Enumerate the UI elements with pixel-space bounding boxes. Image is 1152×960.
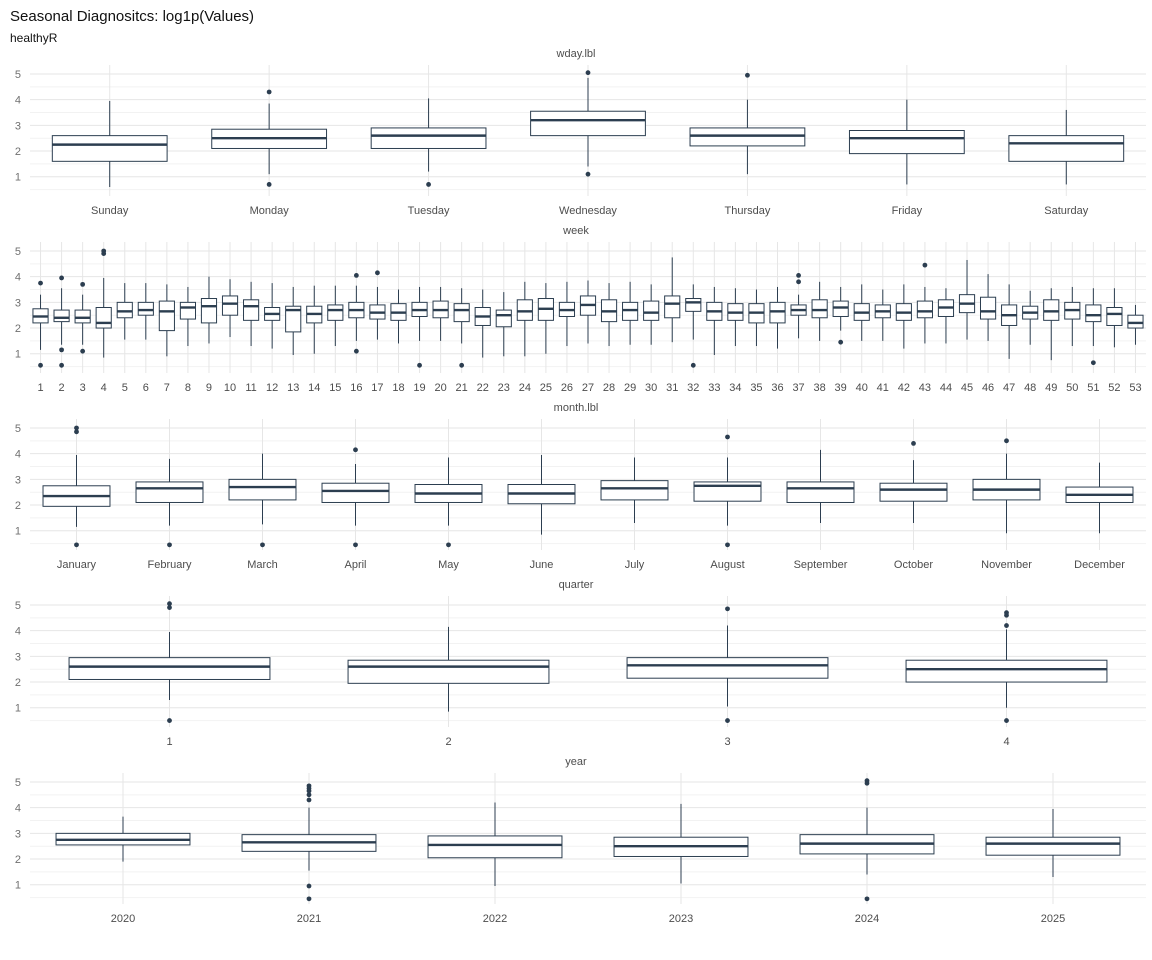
x-axis-category-label: April: [344, 559, 367, 571]
y-axis-tick-label: 4: [14, 448, 21, 461]
x-axis-category-label: Sunday: [91, 205, 129, 217]
x-axis-category-label: 6: [142, 382, 149, 394]
outlier-point: [353, 542, 358, 547]
x-axis-category-label: 39: [834, 382, 847, 394]
box: [138, 302, 153, 315]
x-axis-category-label: 52: [1108, 382, 1121, 394]
box: [686, 299, 701, 312]
x-axis-category-label: 37: [792, 382, 805, 394]
x-axis-category-label: 2021: [296, 913, 322, 925]
box: [454, 304, 469, 322]
box: [880, 483, 947, 501]
box: [229, 479, 296, 500]
outlier-point: [911, 441, 916, 446]
x-axis-category-label: 1: [166, 736, 173, 748]
x-axis-category-label: March: [247, 559, 278, 571]
y-axis-tick-label: 2: [14, 677, 21, 690]
x-axis-category-label: Friday: [891, 205, 923, 217]
x-axis-category-label: 12: [266, 382, 279, 394]
y-axis-tick-label: 5: [14, 776, 21, 789]
x-axis-category-label: December: [1074, 559, 1125, 571]
x-axis-category-label: 50: [1066, 382, 1079, 394]
boxplot-chart-year: [0, 770, 1152, 932]
outlier-point: [725, 542, 730, 547]
x-axis-category-label: 8: [184, 382, 191, 394]
x-axis-category-label: 23: [497, 382, 510, 394]
x-axis-category-label: 26: [560, 382, 574, 394]
outlier-point: [167, 542, 172, 547]
y-axis-tick-label: 1: [14, 879, 21, 892]
box: [627, 658, 828, 679]
outlier-point: [375, 270, 380, 275]
outlier-point: [307, 798, 312, 803]
outlier-point: [307, 896, 312, 901]
x-axis-category-label: 2024: [854, 913, 880, 925]
box: [849, 131, 964, 154]
x-axis-category-label: 20: [434, 382, 447, 394]
x-axis-category-label: 1: [37, 382, 44, 394]
outlier-point: [74, 542, 79, 547]
x-axis-category-label: 25: [539, 382, 553, 394]
box: [52, 136, 167, 162]
x-axis-category-label: 38: [813, 382, 826, 394]
box: [917, 301, 932, 318]
x-axis-category-label: Tuesday: [407, 205, 450, 217]
x-axis-category-label: 16: [350, 382, 363, 394]
box: [601, 481, 668, 500]
x-axis-category-label: 15: [329, 382, 342, 394]
strip-label-year: year: [565, 756, 587, 768]
x-axis-category-label: July: [624, 559, 645, 571]
outlier-point: [38, 281, 43, 286]
y-axis-tick-label: 2: [14, 146, 21, 159]
box: [787, 482, 854, 503]
panel-quarter: [0, 578, 1152, 755]
y-axis-tick-label: 4: [14, 625, 21, 638]
panel-week: [0, 224, 1152, 401]
x-axis-category-label: October: [893, 559, 934, 571]
outlier-point: [796, 273, 801, 278]
box: [980, 297, 995, 319]
x-axis-category-label: 32: [687, 382, 700, 394]
box: [770, 302, 785, 323]
y-axis-tick-label: 3: [14, 474, 21, 487]
x-axis-category-label: 19: [413, 382, 426, 394]
outlier-point: [74, 429, 79, 434]
box: [54, 310, 69, 322]
x-axis-category-label: November: [981, 559, 1032, 571]
x-axis-category-label: 4: [100, 382, 107, 394]
outlier-point: [691, 363, 696, 368]
x-axis-category-label: 28: [602, 382, 616, 394]
outlier-point: [59, 363, 64, 368]
box: [986, 837, 1120, 855]
y-axis-tick-label: 3: [14, 651, 21, 664]
box: [665, 296, 680, 318]
box: [75, 310, 90, 323]
x-axis-category-label: 10: [223, 382, 237, 394]
x-axis-category-label: 2022: [482, 913, 508, 925]
x-axis-category-label: Thursday: [724, 205, 771, 217]
y-axis-tick-label: 5: [14, 422, 21, 435]
outlier-point: [260, 542, 265, 547]
x-axis-category-label: 22: [476, 382, 489, 394]
x-axis-category-label: 46: [981, 382, 995, 394]
box: [906, 660, 1107, 682]
y-axis-tick-label: 4: [14, 271, 21, 284]
y-axis-tick-label: 4: [14, 802, 21, 815]
x-axis-category-label: 2: [58, 382, 65, 394]
x-axis-category-label: 7: [163, 382, 170, 394]
box: [623, 302, 638, 320]
box: [222, 296, 237, 315]
chart-subtitle: healthyR: [10, 31, 58, 45]
box: [69, 658, 270, 680]
box: [517, 300, 532, 321]
box: [244, 300, 259, 321]
y-axis-tick-label: 3: [14, 828, 21, 841]
box: [117, 302, 132, 317]
outlier-point: [923, 263, 928, 268]
outlier-point: [101, 251, 106, 256]
x-axis-category-label: 3: [79, 382, 86, 394]
x-axis-category-label: 33: [708, 382, 721, 394]
outlier-point: [80, 282, 85, 287]
outlier-point: [353, 447, 358, 452]
box: [201, 299, 216, 323]
x-axis-category-label: 31: [666, 382, 679, 394]
outlier-point: [796, 279, 801, 284]
x-axis-category-label: 17: [371, 382, 384, 394]
x-axis-category-label: 4: [1003, 736, 1010, 748]
box: [180, 302, 195, 319]
outlier-point: [354, 273, 359, 278]
outlier-point: [167, 718, 172, 723]
box: [159, 301, 174, 331]
outlier-point: [865, 896, 870, 901]
y-axis-tick-label: 1: [14, 702, 21, 715]
box: [812, 300, 827, 318]
x-axis-category-label: 5: [121, 382, 128, 394]
x-axis-category-label: 14: [308, 382, 321, 394]
x-axis-category-label: 36: [771, 382, 784, 394]
x-axis-category-label: January: [56, 559, 97, 571]
boxplot-chart-week: [0, 239, 1152, 401]
outlier-point: [417, 363, 422, 368]
box: [322, 483, 389, 502]
x-axis-category-label: 48: [1024, 382, 1037, 394]
outlier-point: [267, 182, 272, 187]
x-axis-category-label: 40: [855, 382, 868, 394]
box: [348, 660, 549, 683]
y-axis-tick-label: 1: [14, 171, 21, 184]
outlier-point: [167, 605, 172, 610]
x-axis-category-label: 18: [392, 382, 405, 394]
x-axis-category-label: 44: [939, 382, 953, 394]
x-axis-category-label: 30: [645, 382, 658, 394]
x-axis-category-label: 41: [876, 382, 889, 394]
x-axis-category-label: Saturday: [1044, 205, 1089, 217]
outlier-point: [426, 182, 431, 187]
x-axis-category-label: 53: [1129, 382, 1142, 394]
x-axis-category-label: May: [438, 559, 459, 571]
outlier-point: [725, 718, 730, 723]
y-axis-tick-label: 2: [14, 854, 21, 867]
panel-month: [0, 401, 1152, 578]
x-axis-category-label: Wednesday: [559, 205, 617, 217]
outlier-point: [307, 884, 312, 889]
outlier-point: [1004, 623, 1009, 628]
x-axis-category-label: Monday: [249, 205, 289, 217]
y-axis-tick-label: 3: [14, 297, 21, 310]
y-axis-tick-label: 4: [14, 94, 21, 107]
x-axis-category-label: September: [793, 559, 848, 571]
box: [96, 308, 111, 329]
box: [428, 836, 562, 858]
outlier-point: [586, 70, 591, 75]
x-axis-category-label: 3: [724, 736, 731, 748]
outlier-point: [1091, 360, 1096, 365]
panel-wday: [0, 47, 1152, 224]
outlier-point: [267, 90, 272, 95]
x-axis-category-label: 24: [518, 382, 531, 394]
x-axis-category-label: 29: [623, 382, 637, 394]
boxplot-chart-wday: [0, 62, 1152, 224]
y-axis-tick-label: 5: [14, 245, 21, 258]
y-axis-tick-label: 1: [14, 525, 21, 538]
x-axis-category-label: 45: [960, 382, 974, 394]
x-axis-category-label: 9: [205, 382, 213, 394]
box: [1107, 308, 1122, 326]
box: [690, 128, 805, 146]
outlier-point: [745, 73, 750, 78]
box: [1044, 300, 1059, 321]
outlier-point: [1004, 613, 1009, 618]
strip-label-quarter: quarter: [558, 579, 594, 591]
outlier-point: [59, 347, 64, 352]
y-axis-tick-label: 5: [14, 68, 21, 81]
box: [644, 301, 659, 320]
outlier-point: [1004, 438, 1009, 443]
x-axis-category-label: 43: [918, 382, 932, 394]
outlier-point: [1004, 718, 1009, 723]
outlier-point: [838, 340, 843, 345]
outlier-point: [80, 349, 85, 354]
strip-label-wday: wday.lbl: [556, 48, 596, 60]
box: [328, 305, 343, 320]
strip-label-month: month.lbl: [553, 402, 599, 414]
y-axis-tick-label: 5: [14, 599, 21, 612]
x-axis-category-label: 27: [581, 382, 595, 394]
y-axis-tick-label: 3: [14, 120, 21, 133]
chart-header: [0, 0, 1152, 47]
outlier-point: [38, 363, 43, 368]
x-axis-category-label: 49: [1045, 382, 1058, 394]
box: [496, 310, 511, 327]
outlier-point: [725, 606, 730, 611]
x-axis-category-label: 2023: [668, 913, 694, 925]
outlier-point: [725, 435, 730, 440]
x-axis-category-label: August: [710, 559, 745, 571]
boxplot-chart-quarter: [0, 593, 1152, 755]
x-axis-category-label: 34: [729, 382, 742, 394]
x-axis-category-label: 11: [245, 382, 257, 394]
box: [1128, 315, 1143, 328]
x-axis-category-label: June: [529, 559, 554, 571]
outlier-point: [354, 349, 359, 354]
outlier-point: [59, 276, 64, 281]
x-axis-category-label: 21: [455, 382, 468, 394]
outlier-point: [307, 792, 312, 797]
x-axis-category-label: 2: [445, 736, 452, 748]
box: [531, 111, 646, 135]
x-axis-category-label: February: [147, 559, 192, 571]
x-axis-category-label: 42: [897, 382, 910, 394]
chart-title: Seasonal Diagnositcs: log1p(Values): [10, 8, 255, 25]
outlier-point: [586, 172, 591, 177]
x-axis-category-label: 47: [1003, 382, 1016, 394]
y-axis-tick-label: 1: [14, 348, 21, 361]
box: [371, 128, 486, 149]
box: [1009, 136, 1124, 162]
x-axis-category-label: 2025: [1040, 913, 1066, 925]
x-axis-category-label: 13: [287, 382, 300, 394]
x-axis-category-label: 51: [1087, 382, 1100, 394]
strip-label-week: week: [563, 225, 589, 237]
outlier-point: [865, 781, 870, 786]
box: [833, 301, 848, 316]
x-axis-category-label: 2020: [110, 913, 136, 925]
boxplot-chart-month: [0, 416, 1152, 578]
x-axis-category-label: 35: [750, 382, 763, 394]
panel-year: [0, 755, 1152, 932]
box: [1086, 305, 1101, 322]
y-axis-tick-label: 2: [14, 500, 21, 513]
y-axis-tick-label: 2: [14, 323, 21, 336]
box: [136, 482, 203, 503]
outlier-point: [459, 363, 464, 368]
outlier-point: [446, 542, 451, 547]
